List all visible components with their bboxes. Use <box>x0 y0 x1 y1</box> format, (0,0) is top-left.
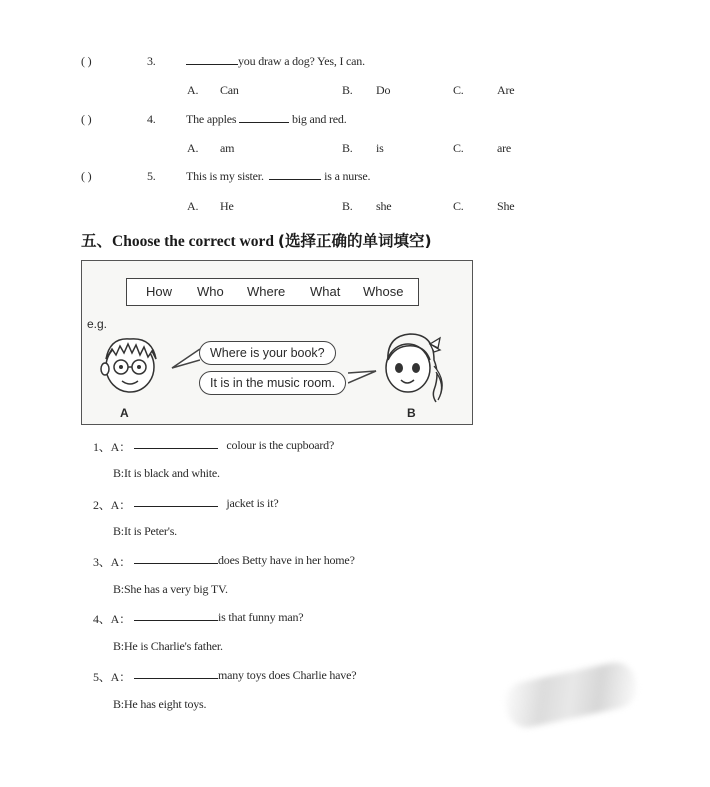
answer-blank[interactable] <box>269 169 321 180</box>
speech-bubble-answer: It is in the music room. <box>199 371 346 395</box>
question-number: 4. <box>147 112 156 126</box>
answer-blank[interactable] <box>134 668 218 679</box>
answer-bracket: ( ) <box>81 169 92 183</box>
example-label: e.g. <box>87 317 108 331</box>
option-letter: A. <box>187 83 199 97</box>
question-text: This is my sister. is a nurse. <box>186 169 371 183</box>
question-text: does Betty have in her home? <box>134 553 355 568</box>
question-number: 5. <box>147 169 156 183</box>
question-number: 2、A： <box>93 498 131 512</box>
answer-line: B:He has eight toys. <box>113 697 207 711</box>
question-text: jacket is it? <box>134 496 278 511</box>
option-letter: B. <box>342 83 353 97</box>
option-letter: B. <box>342 141 353 155</box>
speaker-label-b: B <box>407 406 416 420</box>
question-text: is that funny man? <box>134 610 303 625</box>
watermark-smudge <box>502 659 641 731</box>
word-option: Whose <box>363 284 404 299</box>
answer-blank[interactable] <box>134 553 218 564</box>
answer-blank[interactable] <box>134 438 218 449</box>
option-letter: B. <box>342 199 353 213</box>
option-text: Do <box>376 83 391 97</box>
answer-bracket: ( ) <box>81 112 92 126</box>
answer-blank[interactable] <box>239 112 289 123</box>
question-text: many toys does Charlie have? <box>134 668 356 683</box>
option-text: He <box>220 199 234 213</box>
option-text: am <box>220 141 235 155</box>
example-picture <box>81 260 473 425</box>
question-number: 3、A： <box>93 555 131 569</box>
answer-line: B:She has a very big TV. <box>113 582 228 596</box>
option-text: She <box>497 199 515 213</box>
answer-blank[interactable] <box>186 54 238 65</box>
speaker-label-a: A <box>120 406 129 420</box>
option-letter: C. <box>453 83 464 97</box>
option-letter: A. <box>187 199 199 213</box>
option-text: she <box>376 199 392 213</box>
question-text: The apples big and red. <box>186 112 347 126</box>
word-option: What <box>310 284 341 299</box>
answer-blank[interactable] <box>134 496 218 507</box>
speech-bubble-question: Where is your book? <box>199 341 336 365</box>
question-number: 5、A： <box>93 670 131 684</box>
question-text: colour is the cupboard? <box>134 438 334 453</box>
question-text: you draw a dog? Yes, I can. <box>186 54 365 69</box>
option-text: is <box>376 141 384 155</box>
section-title: 五、Choose the correct word (选择正确的单词填空) <box>81 232 432 250</box>
answer-line: B:He is Charlie's father. <box>113 639 223 653</box>
answer-line: B:It is Peter's. <box>113 524 177 538</box>
answer-line: B:It is black and white. <box>113 466 220 480</box>
answer-blank[interactable] <box>134 610 218 621</box>
word-option: Where <box>247 284 286 299</box>
option-letter: A. <box>187 141 199 155</box>
option-letter: C. <box>453 141 464 155</box>
boy-illustration <box>96 329 168 401</box>
girl-illustration <box>374 326 456 408</box>
question-number: 1、A： <box>93 440 131 454</box>
option-letter: C. <box>453 199 464 213</box>
answer-bracket: ( ) <box>81 54 92 68</box>
option-text: Can <box>220 83 239 97</box>
word-option: Who <box>197 284 224 299</box>
bubble-tail <box>170 346 200 376</box>
word-option: How <box>146 284 173 299</box>
question-number: 3. <box>147 54 156 68</box>
question-number: 4、A： <box>93 612 131 626</box>
option-text: are <box>497 141 512 155</box>
option-text: Are <box>497 83 515 97</box>
word-bank <box>126 278 419 306</box>
